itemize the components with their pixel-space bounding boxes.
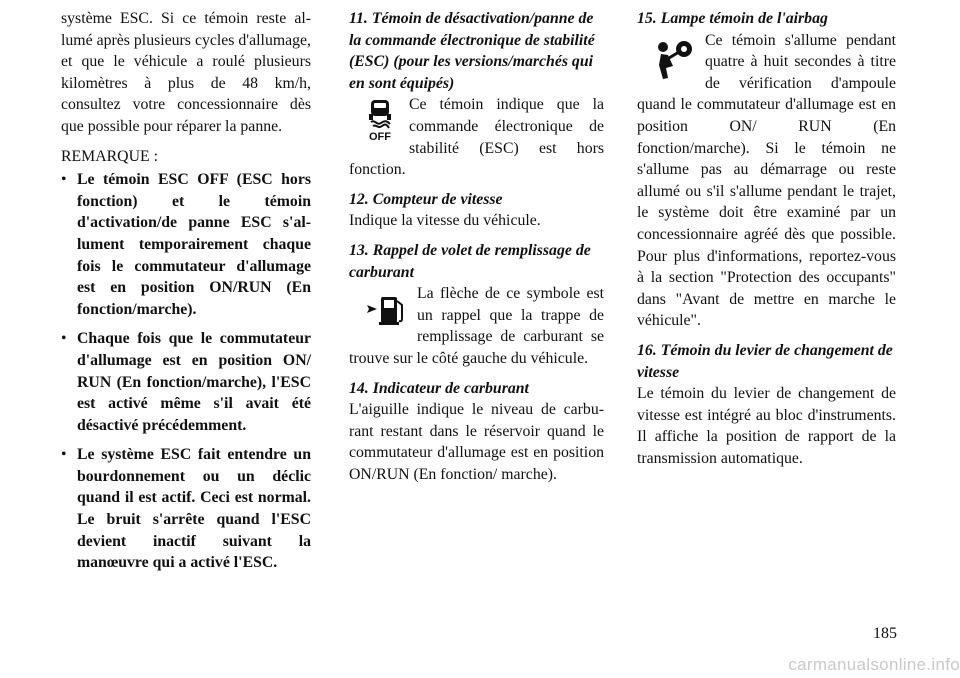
section-14-title: 14. Indicateur de carburant: [349, 379, 529, 397]
section-11-body-block: [349, 94, 604, 180]
intro-paragraph: système ESC. Si ce témoin reste allumé après plusieurs cycles d'allumage, et que le véhicule a roulé plusieurs kilomètres à plus de 48 km/h, consultez votre concessionnaire dès que possible pour réparer la panne.: [61, 10, 311, 135]
note-heading: REMARQUE :: [61, 147, 158, 165]
section-15-body-block: [637, 30, 896, 332]
note-item: • Chaque fois que le commutateur d'allumage est en position ON/ RUN (En fonction/marche), l'ESC est activé même s'il avait été désactivé précédemment.: [61, 328, 311, 436]
note-list: [61, 169, 311, 574]
column-left: [61, 8, 311, 582]
page-number: 185: [873, 625, 897, 642]
section-15-body: Ce témoin s'allume pendant quatre à huit secondes à titre de vérification d'ampoule quand le commutateur d'allumage est en position ON/ RUN (En fonction/marche). Si le témoin ne s'allume pas au démarrage ou reste allumé ou s'il s'allume pendant le trajet, le système doit être examiné par un concessionnaire agréé dès que possible. Pour plus d'informations, reportez-vous à la section "Protection des occupants" dans "Avant de mettre en marche le véhicule".: [637, 31, 896, 330]
fuel-door-icon: [365, 291, 407, 327]
section-12-body: Indique la vitesse du véhicule.: [349, 212, 541, 230]
esc-off-icon: [361, 98, 399, 142]
section-11-title: 11. Témoin de désactivation/panne de la commande électronique de stabilité (ESC) (pour les versions/marchés qui en sont équipés): [349, 10, 595, 92]
section-12-title: 12. Compteur de vitesse: [349, 190, 503, 208]
watermark: carmanualsonline.info: [788, 655, 960, 675]
section-15-title: 15. Lampe témoin de l'airbag: [637, 10, 828, 27]
section-13-title: 13. Rappel de volet de remplissage de carburant: [349, 241, 591, 281]
section-13-body-block: [349, 283, 604, 369]
section-16-title: 16. Témoin du levier de changement de vitesse: [637, 341, 893, 381]
section-14-body: L'aiguille indique le niveau de carburant restant dans le réservoir quand le commutateur d'allumage est en position ON/RUN (En fonction/ marche).: [349, 401, 604, 483]
note-item: • Le témoin ESC OFF (ESC hors fonction) et le témoin d'activation/de panne ESC s'allument temporairement chaque fois le commutateur d'allumage est en position ON/RUN (En fonction/marche).: [61, 169, 311, 320]
esc-off-label: OFF: [369, 131, 391, 143]
section-13-body: La flèche de ce symbole est un rappel que la trappe de remplissage de carburant se trouve sur le côté gauche du véhicule.: [349, 285, 604, 367]
section-16-body: Le témoin du levier de changement de vitesse est intégré au bloc d'instruments. Il affiche la position de rapport de la transmission automatique.: [637, 385, 896, 467]
column-middle: [349, 8, 604, 485]
section-11-body: Ce témoin indique que la commande électronique de stabilité (ESC) est hors fonction.: [349, 96, 604, 179]
airbag-icon: [651, 38, 695, 82]
note-item: • Le système ESC fait entendre un bourdonnement ou un déclic quand il est actif. Ceci est normal. Le bruit s'arrête quand l'ESC devient inactif suivant la manœuvre qui a activé l'ESC.: [61, 444, 311, 574]
column-right: [637, 8, 896, 469]
